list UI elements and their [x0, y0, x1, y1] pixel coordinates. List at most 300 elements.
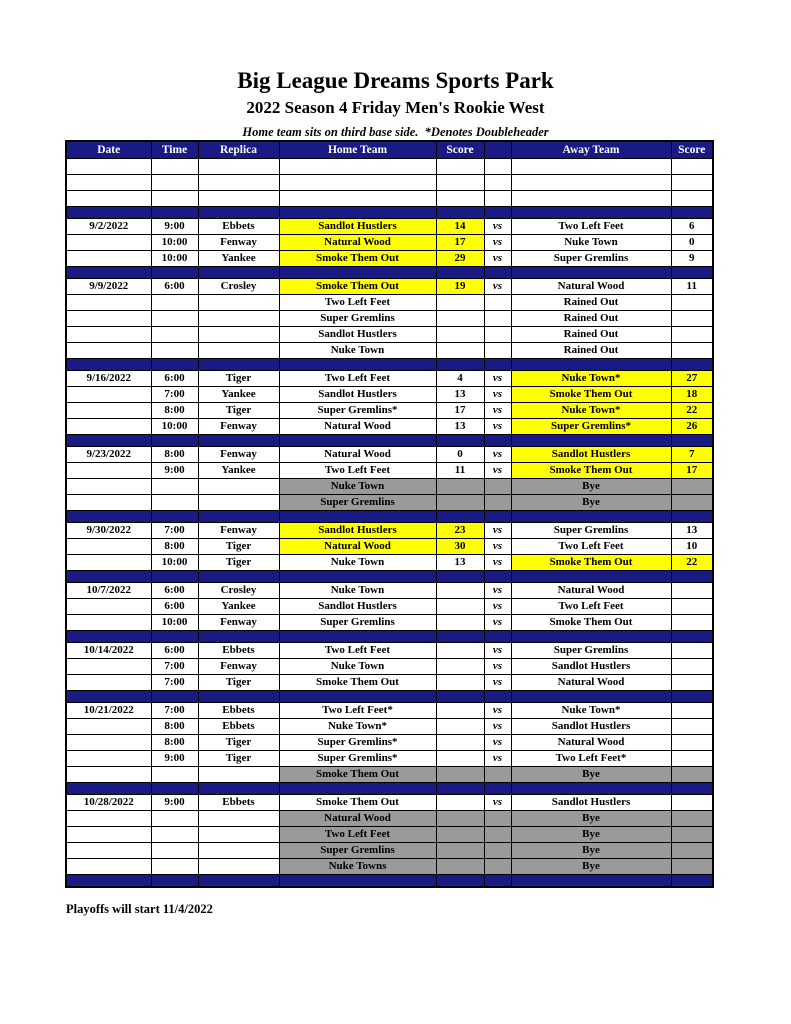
time-cell: 7:00 — [151, 659, 198, 675]
away-score-cell: 22 — [671, 403, 713, 419]
home-team-cell: Natural Wood — [279, 447, 436, 463]
home-score-cell — [436, 615, 484, 631]
time-cell — [151, 843, 198, 859]
replica-cell — [198, 495, 279, 511]
document-header — [0, 68, 791, 140]
separator-cell — [198, 511, 279, 523]
vs-cell — [484, 327, 511, 343]
time-cell: 7:00 — [151, 523, 198, 539]
vs-cell: vs — [484, 583, 511, 599]
replica-cell: Crosley — [198, 583, 279, 599]
away-team-cell: Super Gremlins — [511, 643, 671, 659]
home-team-cell: Two Left Feet — [279, 827, 436, 843]
header-time: Time — [151, 141, 198, 159]
replica-cell: Yankee — [198, 387, 279, 403]
page-subtitle: 2022 Season 4 Friday Men's Rookie West — [246, 98, 545, 117]
separator-cell — [151, 631, 198, 643]
bye-row — [66, 843, 713, 859]
vs-cell — [484, 859, 511, 875]
home-score-cell: 29 — [436, 251, 484, 267]
away-score-cell — [671, 675, 713, 691]
time-cell: 7:00 — [151, 387, 198, 403]
replica-cell — [198, 191, 279, 207]
away-team-cell: Smoke Them Out — [511, 463, 671, 479]
separator-cell — [484, 359, 511, 371]
date-cell — [66, 343, 151, 359]
date-cell — [66, 463, 151, 479]
date-cell — [66, 675, 151, 691]
home-team-cell: Nuke Town — [279, 479, 436, 495]
away-team-cell: Nuke Town — [511, 235, 671, 251]
date-cell — [66, 479, 151, 495]
home-team-cell: Super Gremlins — [279, 615, 436, 631]
separator-row — [66, 267, 713, 279]
date-cell — [66, 615, 151, 631]
away-score-cell — [671, 583, 713, 599]
away-team-cell: Two Left Feet — [511, 219, 671, 235]
game-row — [66, 219, 713, 235]
time-cell: 9:00 — [151, 463, 198, 479]
date-cell — [66, 539, 151, 555]
game-row — [66, 703, 713, 719]
replica-cell: Ebbets — [198, 719, 279, 735]
game-row — [66, 719, 713, 735]
replica-cell: Crosley — [198, 279, 279, 295]
away-score-cell: 22 — [671, 555, 713, 571]
empty-row — [66, 175, 713, 191]
away-team-cell: Natural Wood — [511, 675, 671, 691]
separator-cell — [484, 783, 511, 795]
rained-out-row — [66, 343, 713, 359]
away-score-cell — [671, 751, 713, 767]
separator-cell — [436, 511, 484, 523]
game-row — [66, 387, 713, 403]
game-row — [66, 403, 713, 419]
separator-cell — [511, 631, 671, 643]
home-score-cell — [436, 495, 484, 511]
home-score-cell — [436, 859, 484, 875]
away-team-cell: Rained Out — [511, 343, 671, 359]
replica-cell: Fenway — [198, 447, 279, 463]
separator-cell — [279, 691, 436, 703]
home-team-cell: Smoke Them Out — [279, 251, 436, 267]
empty-row — [66, 159, 713, 175]
away-score-cell — [671, 295, 713, 311]
header-home-score: Score — [436, 141, 484, 159]
game-row — [66, 371, 713, 387]
away-team-cell: Bye — [511, 859, 671, 875]
vs-cell — [484, 191, 511, 207]
away-team-cell: Bye — [511, 811, 671, 827]
away-team-cell: Super Gremlins — [511, 523, 671, 539]
away-score-cell — [671, 703, 713, 719]
separator-cell — [436, 267, 484, 279]
vs-cell — [484, 479, 511, 495]
bye-row — [66, 827, 713, 843]
vs-cell: vs — [484, 735, 511, 751]
vs-cell: vs — [484, 675, 511, 691]
replica-cell — [198, 175, 279, 191]
home-score-cell — [436, 643, 484, 659]
home-score-cell — [436, 583, 484, 599]
schedule-body — [66, 159, 713, 888]
home-team-cell: Smoke Them Out — [279, 767, 436, 783]
date-cell: 9/16/2022 — [66, 371, 151, 387]
replica-cell: Tiger — [198, 555, 279, 571]
date-cell — [66, 811, 151, 827]
separator-cell — [484, 571, 511, 583]
header-vs — [484, 141, 511, 159]
vs-cell: vs — [484, 251, 511, 267]
home-team-cell: Nuke Town — [279, 555, 436, 571]
replica-cell — [198, 159, 279, 175]
home-team-cell: Two Left Feet — [279, 371, 436, 387]
vs-cell: vs — [484, 555, 511, 571]
separator-cell — [151, 571, 198, 583]
home-score-cell — [436, 811, 484, 827]
home-team-cell: Two Left Feet* — [279, 703, 436, 719]
game-row — [66, 735, 713, 751]
vs-cell: vs — [484, 719, 511, 735]
away-score-cell: 27 — [671, 371, 713, 387]
header-row — [66, 141, 713, 159]
separator-cell — [198, 631, 279, 643]
separator-cell — [198, 571, 279, 583]
home-score-cell: 17 — [436, 403, 484, 419]
home-team-cell: Super Gremlins* — [279, 735, 436, 751]
time-cell: 9:00 — [151, 751, 198, 767]
vs-cell — [484, 827, 511, 843]
away-team-cell: Smoke Them Out — [511, 615, 671, 631]
away-score-cell — [671, 827, 713, 843]
separator-cell — [511, 691, 671, 703]
away-team-cell — [511, 191, 671, 207]
away-team-cell: Bye — [511, 495, 671, 511]
home-score-cell — [436, 311, 484, 327]
separator-cell — [484, 875, 511, 888]
separator-cell — [279, 207, 436, 219]
vs-cell — [484, 175, 511, 191]
legend-note: Home team sits on third base side. *Denotes Doubleheader — [242, 125, 549, 139]
separator-row — [66, 511, 713, 523]
away-score-cell: 18 — [671, 387, 713, 403]
home-score-cell: 23 — [436, 523, 484, 539]
date-cell — [66, 387, 151, 403]
time-cell — [151, 827, 198, 843]
home-team-cell: Smoke Them Out — [279, 279, 436, 295]
time-cell: 6:00 — [151, 279, 198, 295]
separator-cell — [436, 631, 484, 643]
time-cell: 8:00 — [151, 447, 198, 463]
time-cell: 10:00 — [151, 235, 198, 251]
separator-row — [66, 783, 713, 795]
separator-row — [66, 359, 713, 371]
home-team-cell: Nuke Towns — [279, 859, 436, 875]
separator-cell — [66, 783, 151, 795]
separator-cell — [279, 783, 436, 795]
separator-row — [66, 435, 713, 447]
separator-cell — [279, 875, 436, 888]
game-row — [66, 599, 713, 615]
separator-cell — [66, 691, 151, 703]
away-team-cell — [511, 159, 671, 175]
time-cell: 6:00 — [151, 643, 198, 659]
away-score-cell — [671, 495, 713, 511]
rained-out-row — [66, 295, 713, 311]
replica-cell — [198, 859, 279, 875]
away-team-cell — [511, 175, 671, 191]
time-cell: 8:00 — [151, 735, 198, 751]
away-score-cell — [671, 175, 713, 191]
vs-cell — [484, 343, 511, 359]
home-score-cell: 17 — [436, 235, 484, 251]
bye-row — [66, 495, 713, 511]
vs-cell — [484, 843, 511, 859]
replica-cell — [198, 295, 279, 311]
home-team-cell — [279, 191, 436, 207]
separator-cell — [671, 267, 713, 279]
replica-cell: Fenway — [198, 419, 279, 435]
rained-out-row — [66, 327, 713, 343]
away-score-cell — [671, 735, 713, 751]
time-cell — [151, 767, 198, 783]
home-team-cell: Natural Wood — [279, 235, 436, 251]
date-cell — [66, 251, 151, 267]
away-team-cell: Super Gremlins — [511, 251, 671, 267]
bye-row — [66, 479, 713, 495]
vs-cell: vs — [484, 599, 511, 615]
separator-cell — [671, 207, 713, 219]
away-team-cell: Rained Out — [511, 327, 671, 343]
date-cell — [66, 555, 151, 571]
away-team-cell: Nuke Town* — [511, 371, 671, 387]
bye-row — [66, 767, 713, 783]
home-score-cell — [436, 751, 484, 767]
home-team-cell: Nuke Town — [279, 343, 436, 359]
home-team-cell: Natural Wood — [279, 419, 436, 435]
away-score-cell: 9 — [671, 251, 713, 267]
away-score-cell: 17 — [671, 463, 713, 479]
time-cell: 10:00 — [151, 555, 198, 571]
replica-cell: Tiger — [198, 735, 279, 751]
separator-cell — [436, 571, 484, 583]
replica-cell — [198, 343, 279, 359]
game-row — [66, 675, 713, 691]
game-row — [66, 659, 713, 675]
home-team-cell: Super Gremlins — [279, 843, 436, 859]
header-replica: Replica — [198, 141, 279, 159]
replica-cell: Ebbets — [198, 795, 279, 811]
time-cell — [151, 327, 198, 343]
separator-cell — [511, 267, 671, 279]
away-team-cell: Two Left Feet — [511, 599, 671, 615]
home-score-cell — [436, 191, 484, 207]
vs-cell: vs — [484, 615, 511, 631]
home-score-cell: 19 — [436, 279, 484, 295]
vs-cell: vs — [484, 403, 511, 419]
away-score-cell — [671, 795, 713, 811]
home-team-cell: Natural Wood — [279, 811, 436, 827]
separator-cell — [511, 571, 671, 583]
away-team-cell: Sandlot Hustlers — [511, 447, 671, 463]
page-title: Big League Dreams Sports Park — [237, 68, 554, 93]
vs-cell — [484, 495, 511, 511]
replica-cell: Yankee — [198, 251, 279, 267]
date-cell — [66, 659, 151, 675]
separator-cell — [671, 875, 713, 888]
vs-cell: vs — [484, 419, 511, 435]
time-cell — [151, 191, 198, 207]
date-cell — [66, 175, 151, 191]
date-cell — [66, 311, 151, 327]
game-row — [66, 583, 713, 599]
separator-cell — [198, 875, 279, 888]
replica-cell: Tiger — [198, 371, 279, 387]
home-team-cell: Super Gremlins — [279, 495, 436, 511]
away-team-cell: Natural Wood — [511, 583, 671, 599]
home-score-cell — [436, 795, 484, 811]
replica-cell — [198, 811, 279, 827]
replica-cell: Yankee — [198, 599, 279, 615]
separator-cell — [484, 267, 511, 279]
home-score-cell: 14 — [436, 219, 484, 235]
away-score-cell — [671, 615, 713, 631]
separator-cell — [671, 691, 713, 703]
home-team-cell: Sandlot Hustlers — [279, 327, 436, 343]
separator-cell — [671, 511, 713, 523]
home-score-cell — [436, 295, 484, 311]
home-team-cell: Sandlot Hustlers — [279, 219, 436, 235]
game-row — [66, 539, 713, 555]
separator-cell — [198, 783, 279, 795]
away-team-cell: Super Gremlins* — [511, 419, 671, 435]
separator-row — [66, 875, 713, 888]
vs-cell: vs — [484, 523, 511, 539]
separator-cell — [671, 571, 713, 583]
replica-cell: Tiger — [198, 403, 279, 419]
date-cell: 10/14/2022 — [66, 643, 151, 659]
replica-cell — [198, 767, 279, 783]
away-score-cell — [671, 159, 713, 175]
home-score-cell: 30 — [436, 539, 484, 555]
vs-cell: vs — [484, 751, 511, 767]
schedule-table — [65, 140, 714, 888]
replica-cell: Ebbets — [198, 703, 279, 719]
replica-cell: Fenway — [198, 235, 279, 251]
away-score-cell: 26 — [671, 419, 713, 435]
date-cell — [66, 827, 151, 843]
separator-cell — [198, 435, 279, 447]
away-score-cell — [671, 599, 713, 615]
time-cell — [151, 859, 198, 875]
time-cell: 7:00 — [151, 703, 198, 719]
date-cell: 9/23/2022 — [66, 447, 151, 463]
home-team-cell: Two Left Feet — [279, 463, 436, 479]
away-team-cell: Sandlot Hustlers — [511, 659, 671, 675]
separator-cell — [151, 783, 198, 795]
vs-cell: vs — [484, 463, 511, 479]
time-cell: 6:00 — [151, 599, 198, 615]
game-row — [66, 751, 713, 767]
date-cell: 9/9/2022 — [66, 279, 151, 295]
vs-cell: vs — [484, 539, 511, 555]
game-row — [66, 463, 713, 479]
game-row — [66, 615, 713, 631]
bye-row — [66, 859, 713, 875]
date-cell — [66, 295, 151, 311]
separator-cell — [279, 511, 436, 523]
away-team-cell: Smoke Them Out — [511, 555, 671, 571]
separator-cell — [66, 359, 151, 371]
separator-cell — [66, 875, 151, 888]
time-cell: 6:00 — [151, 371, 198, 387]
date-cell — [66, 495, 151, 511]
separator-row — [66, 631, 713, 643]
away-team-cell: Sandlot Hustlers — [511, 719, 671, 735]
away-score-cell — [671, 327, 713, 343]
home-score-cell — [436, 599, 484, 615]
separator-cell — [436, 435, 484, 447]
vs-cell: vs — [484, 219, 511, 235]
away-team-cell: Bye — [511, 767, 671, 783]
separator-cell — [511, 783, 671, 795]
vs-cell: vs — [484, 235, 511, 251]
separator-cell — [279, 571, 436, 583]
time-cell: 8:00 — [151, 403, 198, 419]
home-team-cell: Natural Wood — [279, 539, 436, 555]
home-score-cell — [436, 827, 484, 843]
time-cell: 7:00 — [151, 675, 198, 691]
separator-cell — [66, 207, 151, 219]
time-cell — [151, 811, 198, 827]
home-score-cell: 0 — [436, 447, 484, 463]
playoffs-note: Playoffs will start 11/4/2022 — [66, 902, 213, 916]
home-team-cell — [279, 175, 436, 191]
separator-cell — [198, 207, 279, 219]
away-score-cell — [671, 191, 713, 207]
separator-cell — [484, 207, 511, 219]
home-score-cell: 13 — [436, 419, 484, 435]
time-cell: 8:00 — [151, 719, 198, 735]
separator-cell — [279, 359, 436, 371]
home-team-cell: Nuke Town* — [279, 719, 436, 735]
game-row — [66, 279, 713, 295]
separator-row — [66, 691, 713, 703]
away-score-cell: 7 — [671, 447, 713, 463]
game-row — [66, 555, 713, 571]
game-row — [66, 235, 713, 251]
vs-cell — [484, 295, 511, 311]
separator-cell — [279, 435, 436, 447]
time-cell — [151, 295, 198, 311]
separator-cell — [66, 571, 151, 583]
separator-cell — [151, 511, 198, 523]
separator-cell — [436, 691, 484, 703]
away-team-cell: Bye — [511, 843, 671, 859]
away-team-cell: Rained Out — [511, 311, 671, 327]
separator-cell — [436, 783, 484, 795]
date-cell — [66, 159, 151, 175]
date-cell: 10/21/2022 — [66, 703, 151, 719]
date-cell — [66, 751, 151, 767]
separator-cell — [66, 435, 151, 447]
separator-cell — [671, 631, 713, 643]
replica-cell — [198, 327, 279, 343]
separator-cell — [511, 511, 671, 523]
separator-cell — [511, 875, 671, 888]
time-cell — [151, 343, 198, 359]
replica-cell: Ebbets — [198, 643, 279, 659]
